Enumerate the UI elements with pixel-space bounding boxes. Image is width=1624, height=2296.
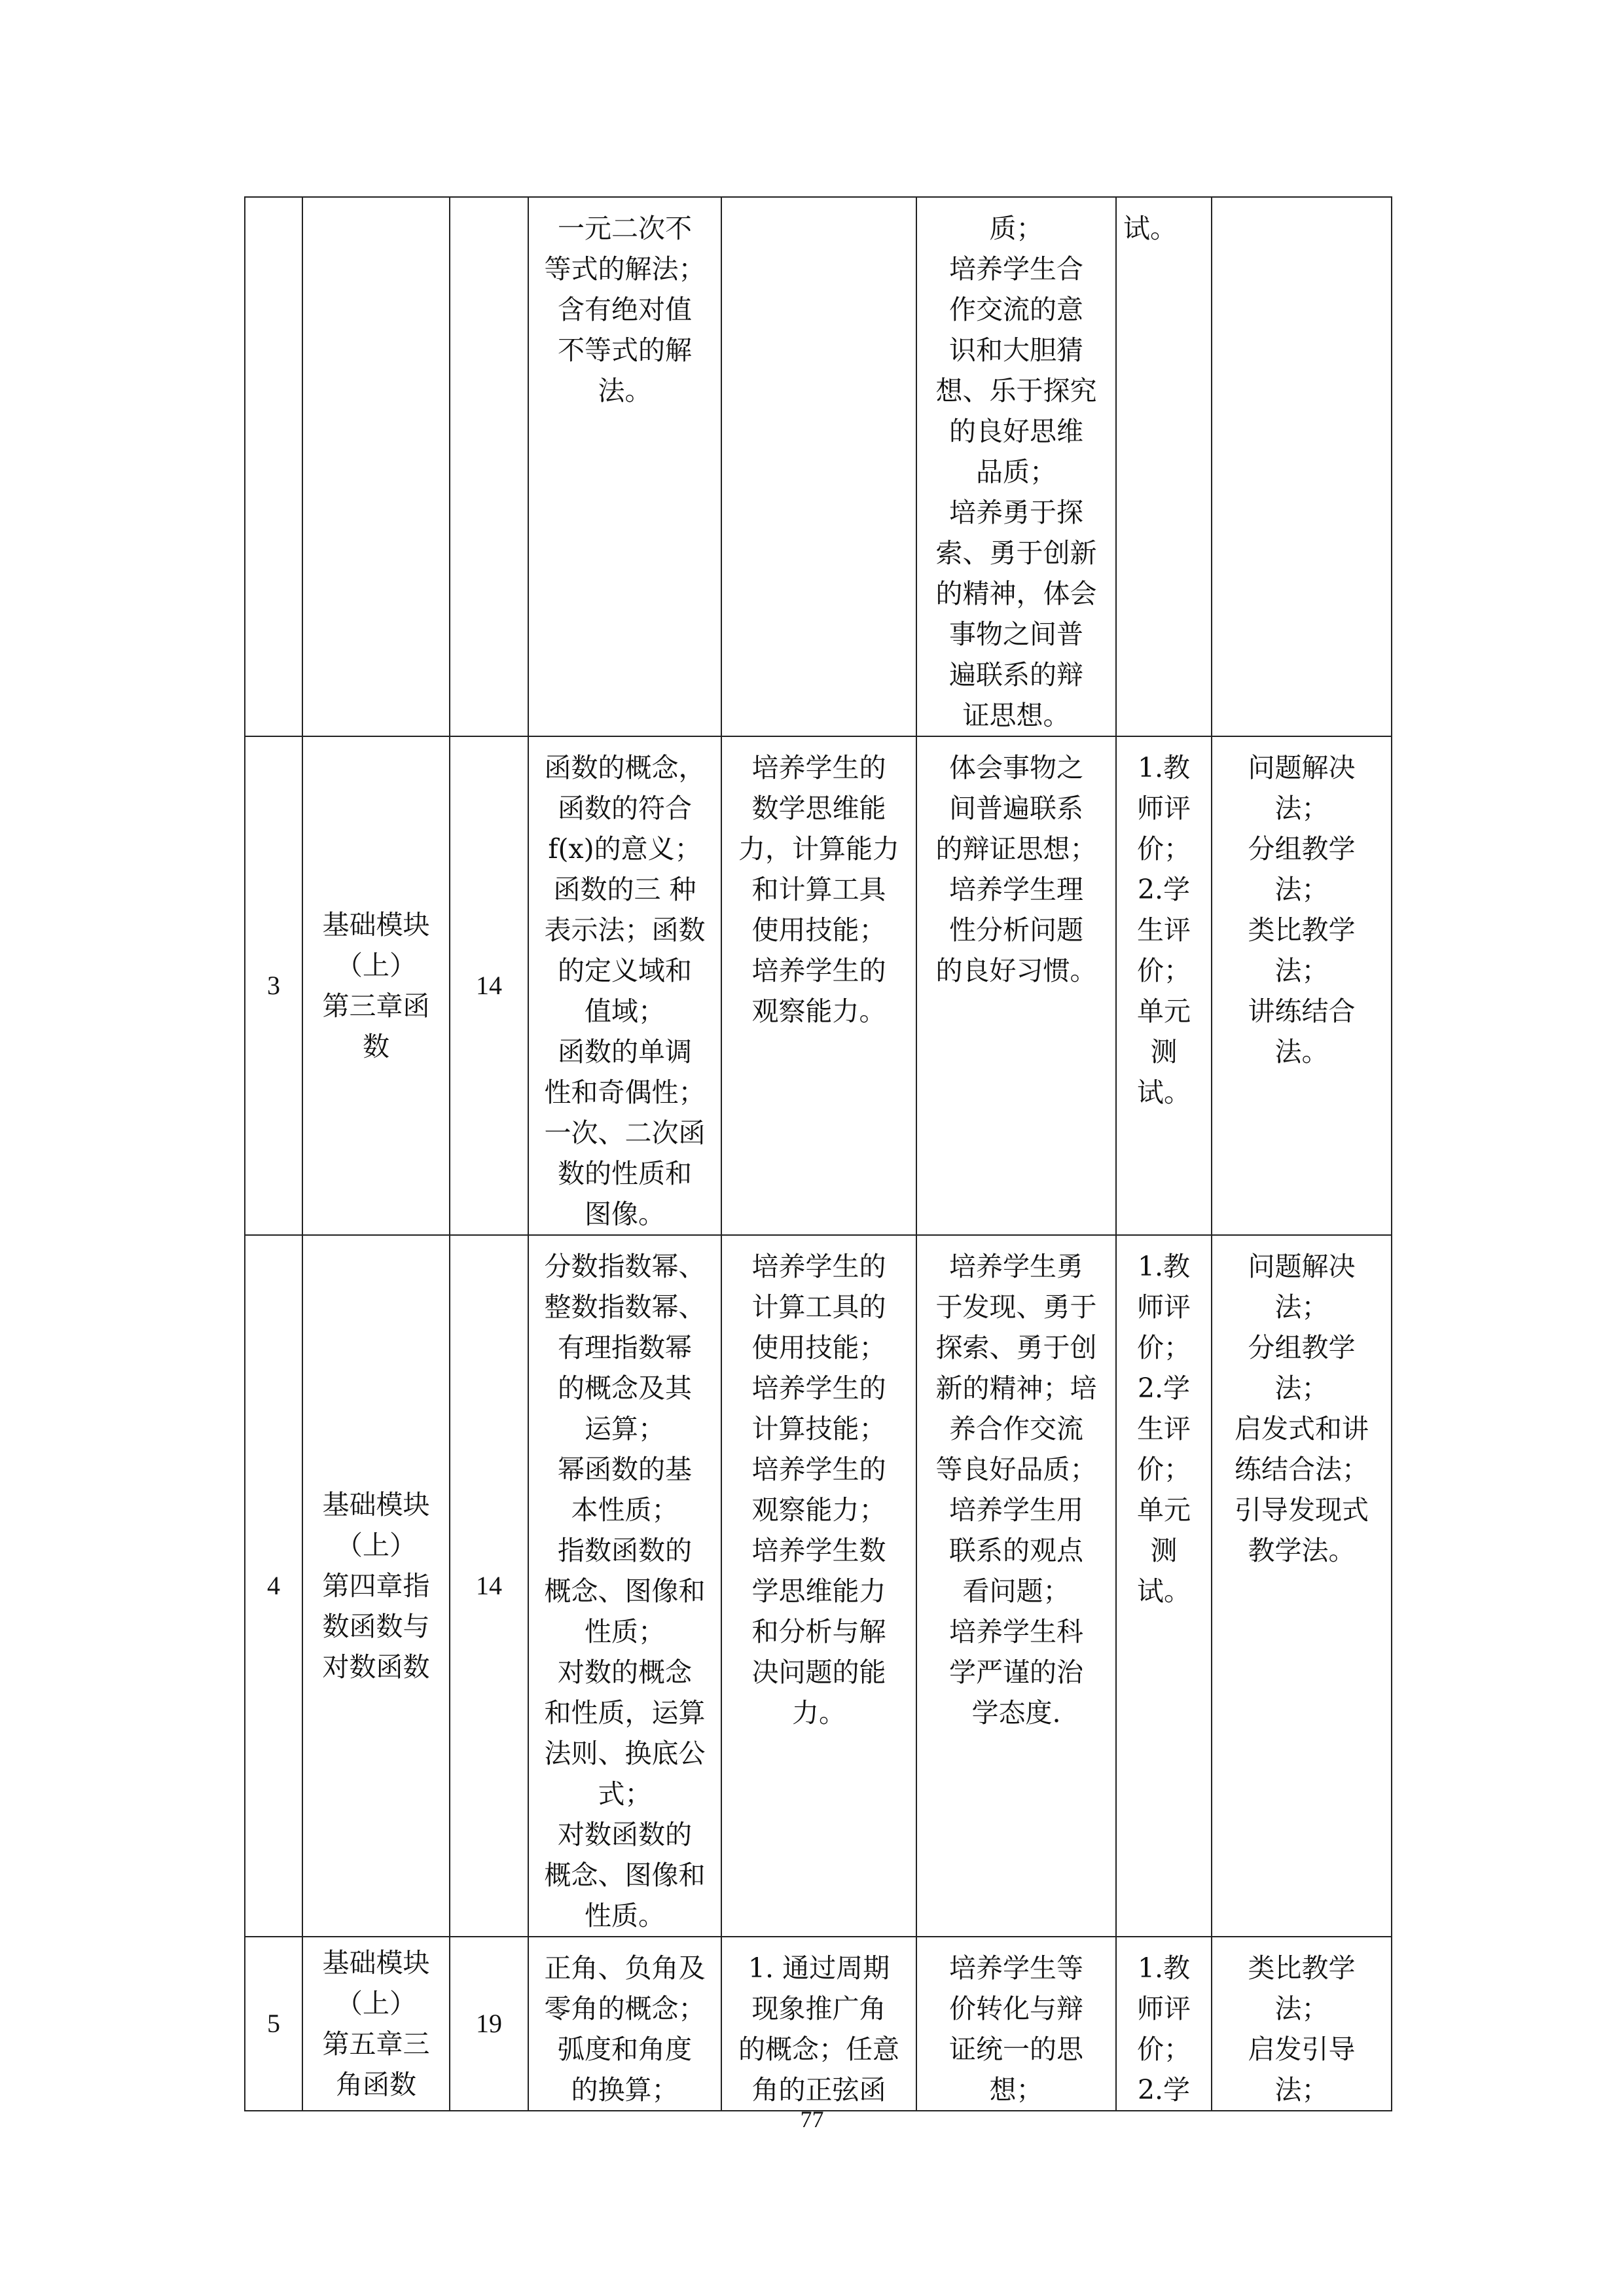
cell-ability: 培养学生的 数学思维能 力，计算能力 和计算工具 使用技能； 培养学生的 观察能力。	[721, 736, 916, 1235]
table-row	[245, 197, 1392, 736]
cell-ability: 培养学生的 计算工具的 使用技能； 培养学生的 计算技能； 培养学生的 观察能力； 培养学生数 学思维能力 和分析与解 决问题的能 力。	[721, 1235, 916, 1937]
cell-quality: 培养学生勇 于发现、勇于 探索、勇于创 新的精神；培 养合作交流 等良好品质； 培养学生用 联系的观点 看问题； 培养学生科 学严谨的治 学态度.	[916, 1235, 1116, 1937]
table-row	[245, 1235, 1392, 1937]
cell-module	[302, 197, 450, 736]
cell-method	[1212, 197, 1392, 736]
cell-content: 一元二次不 等式的解法； 含有绝对值 不等式的解 法。	[528, 197, 721, 736]
cell-quality: 培养学生等 价转化与辩 证统一的思 想；	[916, 1937, 1116, 2111]
page-number: 77	[800, 2106, 824, 2132]
cell-module: 基础模块 （上） 第五章三 角函数	[302, 1937, 450, 2111]
cell-assessment: 1.教 师评 价； 2.学 生评 价； 单元 测 试。	[1116, 1235, 1212, 1937]
cell-ability: 1. 通过周期 现象推广角 的概念；任意 角的正弦函	[721, 1937, 916, 2111]
cell-module: 基础模块 （上） 第四章指 数函数与 对数函数	[302, 1235, 450, 1937]
cell-hours	[450, 197, 528, 736]
cell-assessment: 1.教 师评 价； 2.学 生评 价； 单元 测 试。	[1116, 736, 1212, 1235]
cell-quality: 体会事物之 间普遍联系 的辩证思想； 培养学生理 性分析问题 的良好习惯。	[916, 736, 1116, 1235]
curriculum-table	[244, 196, 1392, 2111]
cell-quality: 质； 培养学生合 作交流的意 识和大胆猜 想、乐于探究 的良好思维 品质； 培养勇于探 索、勇于创新 的精神，体会 事物之间普 遍联系的辩 证思想。	[916, 197, 1116, 736]
cell-no: 5	[245, 1937, 302, 2111]
cell-content: 正角、负角及 零角的概念； 弧度和角度 的换算；	[528, 1937, 721, 2111]
cell-no	[245, 197, 302, 736]
cell-content: 函数的概念， 函数的符合 f(x)的意义； 函数的三 种 表示法；函数 的定义域和 值域； 函数的单调 性和奇偶性； 一次、二次函 数的性质和 图像。	[528, 736, 721, 1235]
cell-hours: 14	[450, 1235, 528, 1937]
cell-hours: 14	[450, 736, 528, 1235]
cell-assessment: 试。	[1116, 197, 1212, 736]
table-row	[245, 736, 1392, 1235]
cell-method: 问题解决 法； 分组教学 法； 类比教学 法； 讲练结合 法。	[1212, 736, 1392, 1235]
cell-ability	[721, 197, 916, 736]
cell-method: 问题解决 法； 分组教学 法； 启发式和讲 练结合法； 引导发现式 教学法。	[1212, 1235, 1392, 1937]
cell-module: 基础模块 （上） 第三章函 数	[302, 736, 450, 1235]
cell-content: 分数指数幂、 整数指数幂、 有理指数幂 的概念及其 运算； 幂函数的基 本性质； 指数函数的 概念、图像和 性质； 对数的概念 和性质，运算 法则、换底公 式； 对数函数的 概念、图像和 性质。	[528, 1235, 721, 1937]
table-row	[245, 1937, 1392, 2111]
cell-no: 4	[245, 1235, 302, 1937]
cell-assessment: 1.教 师评 价； 2.学	[1116, 1937, 1212, 2111]
cell-hours: 19	[450, 1937, 528, 2111]
cell-no: 3	[245, 736, 302, 1235]
cell-method: 类比教学 法； 启发引导 法；	[1212, 1937, 1392, 2111]
